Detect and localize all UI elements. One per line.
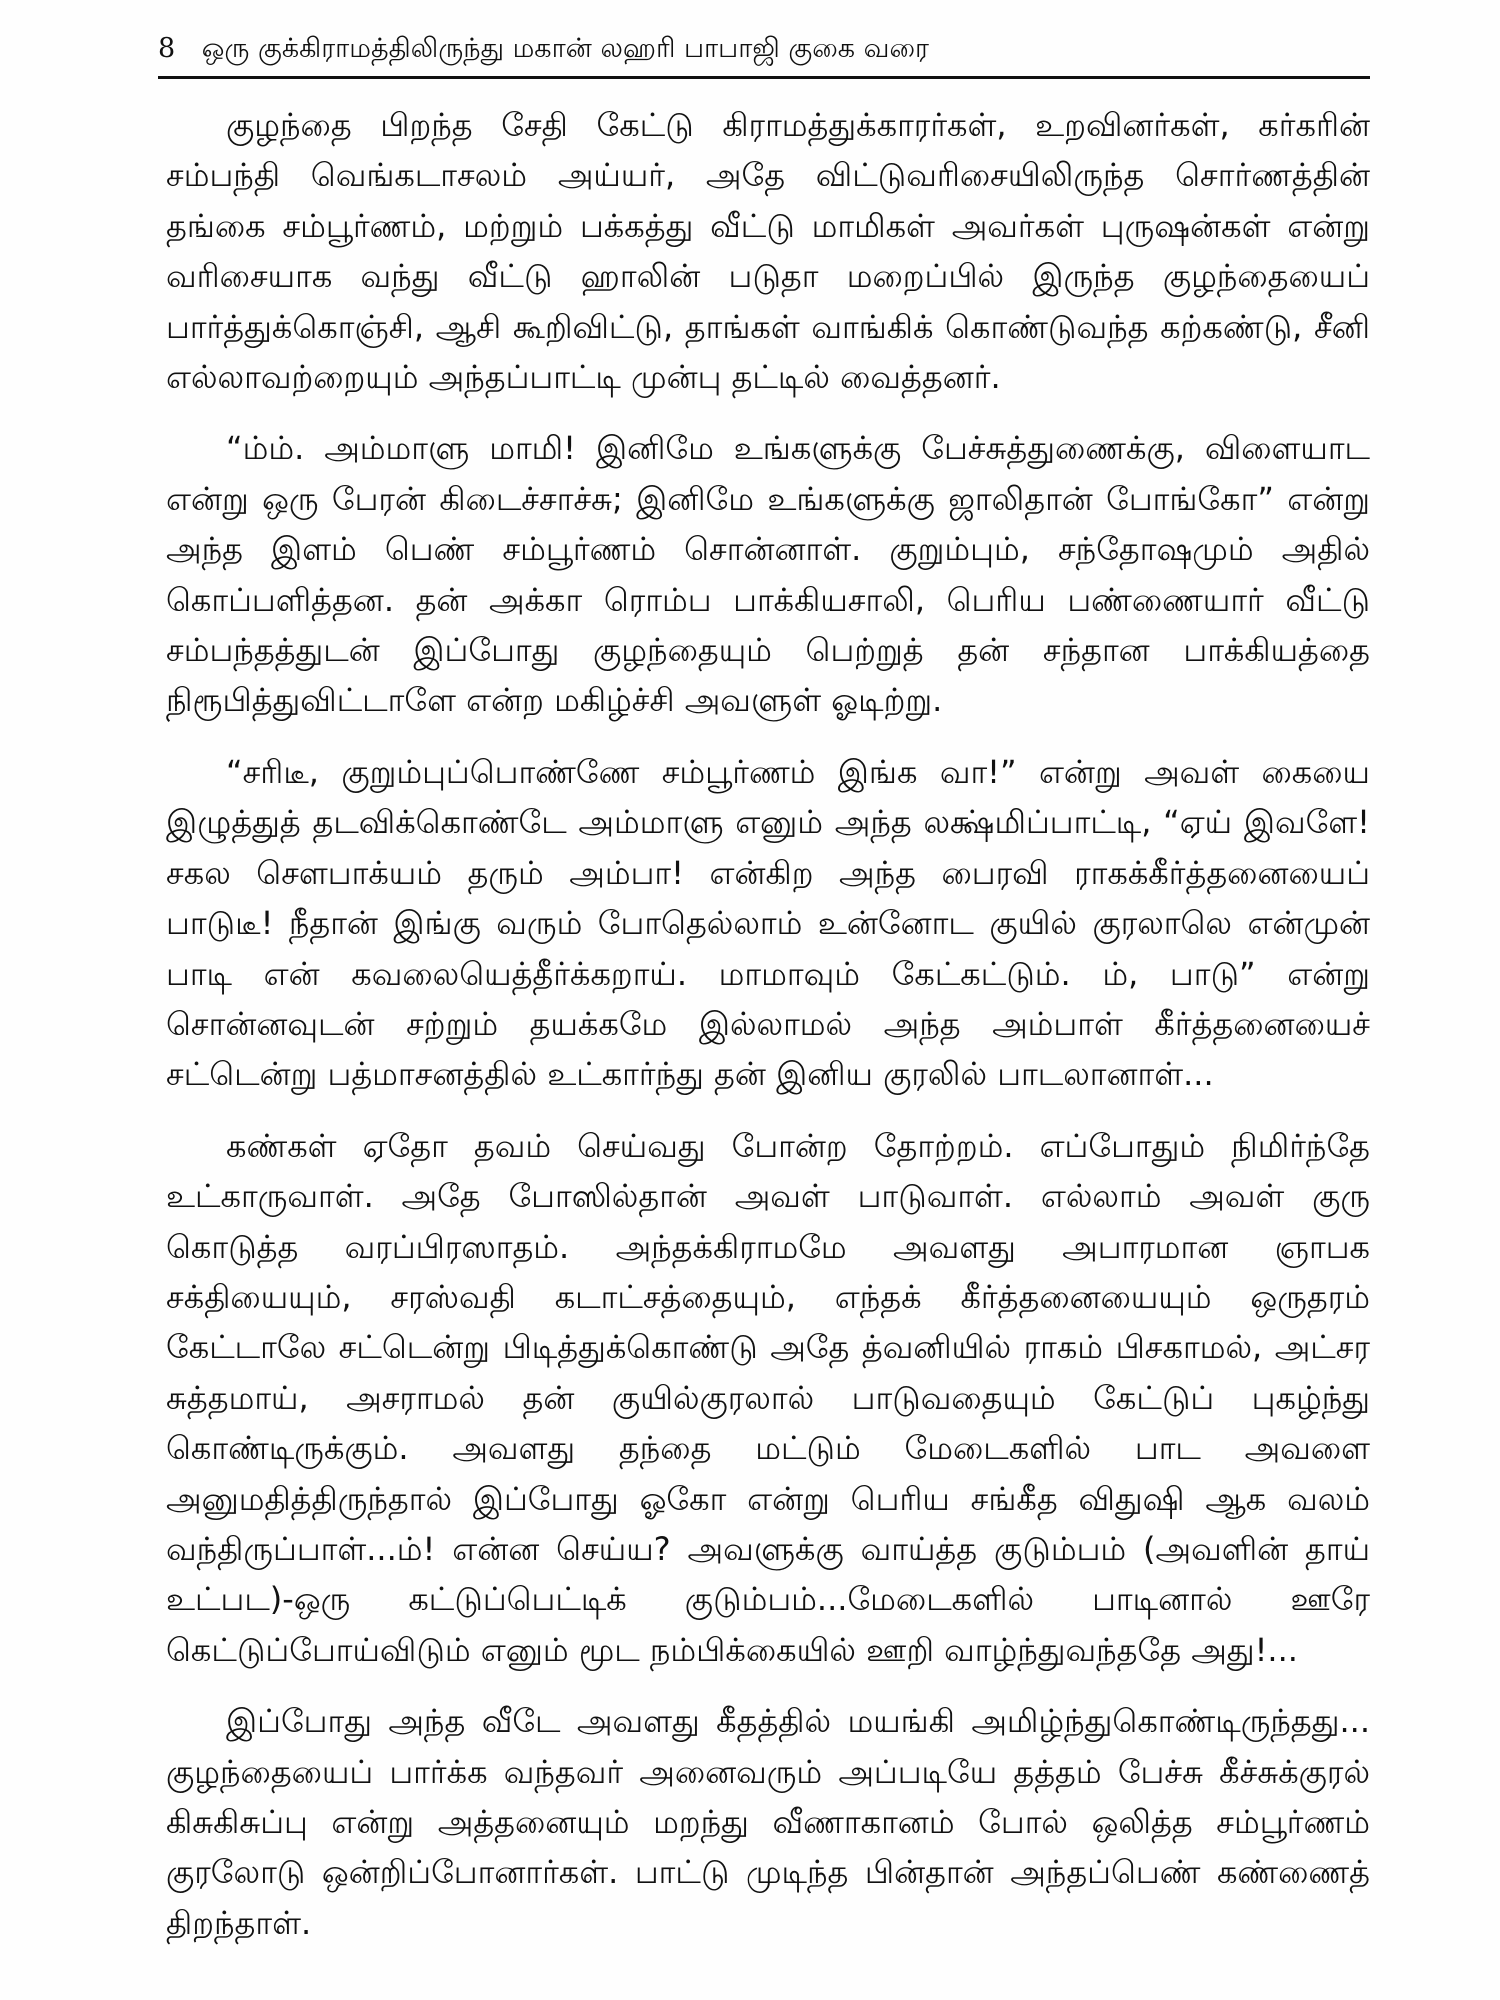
running-title: ஒரு குக்கிராமத்திலிருந்து மகான் லஹரி பாபாஜி குகை வரை bbox=[201, 33, 929, 64]
running-header bbox=[158, 22, 1368, 76]
paragraph-3: “சரிடீ, குறும்புப்பொண்ணே சம்பூர்ணம் இங்க வா!” என்று அவள் கையை இழுத்துத் தடவிக்கொண்டே அம்மாளு எனும் அந்த லக்ஷ்மிப்பாட்டி, “ஏய் இவளே! சகல சௌபாக்யம் தரும் அம்பா! என்கிற அந்த பைரவி ராகக்கீர்த்தனையைப் பாடுடீ! நீதான் இங்கு வரும் போதெல்லாம் உன்னோட குயில் குரலாலெ என்முன் பாடி என் கவலையெத்தீர்க்கறாய். மாமாவும் கேட்கட்டும். ம், பாடு” என்று சொன்னவுடன் சற்றும் தயக்கமே இல்லாமல் அந்த அம்பாள் கீர்த்தனையைச் சட்டென்று பத்மாசனத்தில் உட்கார்ந்து தன் இனிய குரலில் பாடலானாள்... bbox=[166, 752, 1370, 1094]
paragraph-4: கண்கள் ஏதோ தவம் செய்வது போன்ற தோற்றம். எப்போதும் நிமிர்ந்தே உட்காருவாள். அதே போஸில்தான் அவள் பாடுவாள். எல்லாம் அவள் குரு கொடுத்த வரப்பிரஸாதம். அந்தக்கிராமமே அவளது அபாரமான ஞாபக சக்தியையும், சரஸ்வதி கடாட்சத்தையும், எந்தக் கீர்த்தனையையும் ஒருதரம் கேட்டாலே சட்டென்று பிடித்துக்கொண்டு அதே த்வனியில் ராகம் பிசகாமல், அட்சர சுத்தமாய், அசராமல் தன் குயில்குரலால் பாடுவதையும் கேட்டுப் புகழ்ந்து கொண்டிருக்கும். அவளது தந்தை மட்டும் மேடைகளில் பாட அவளை அனுமதித்திருந்தால் இப்போது ஓகோ என்று பெரிய சங்கீத விதுஷி ஆக வலம் வந்திருப்பாள்...ம்! என்ன செய்ய? அவளுக்கு வாய்த்த குடும்பம் (அவளின் தாய் உட்பட)-ஒரு கட்டுப்பெட்டிக் குடும்பம்...மேடைகளில் பாடினால் ஊரே கெட்டுப்போய்விடும் எனும் மூட நம்பிக்கையில் ஊறி வாழ்ந்துவந்ததே அது!... bbox=[166, 1126, 1370, 1669]
paragraph-1: குழந்தை பிறந்த சேதி கேட்டு கிராமத்துக்காரர்கள், உறவினர்கள், கர்கரின் சம்பந்தி வெங்கடாசலம் அய்யர், அதே விட்டுவரிசையிலிருந்த சொர்ணத்தின் தங்கை சம்பூர்ணம், மற்றும் பக்கத்து வீட்டு மாமிகள் அவர்கள் புருஷன்கள் என்று வரிசையாக வந்து வீட்டு ஹாலின் படுதா மறைப்பில் இருந்த குழந்தையைப் பார்த்துக்கொஞ்சி, ஆசி கூறிவிட்டு, தாங்கள் வாங்கிக் கொண்டுவந்த கற்கண்டு, சீனி எல்லாவற்றையும் அந்தப்பாட்டி முன்பு தட்டில் வைத்தனர். bbox=[166, 106, 1371, 397]
paragraph-5: இப்போது அந்த வீடே அவளது கீதத்தில் மயங்கி அமிழ்ந்துகொண்டிருந்தது... குழந்தையைப் பார்க்க வந்தவர் அனைவரும் அப்படியே தத்தம் பேச்சு கீச்சுக்குரல் கிசுகிசுப்பு என்று அத்தனையும் மறந்து வீணாகானம் போல் ஒலித்த சம்பூர்ணம் குரலோடு ஒன்றிப்போனார்கள். பாட்டு முடிந்த பின்தான் அந்தப்பெண் கண்ணைத் திறந்தாள். bbox=[166, 1702, 1371, 1942]
page-number: 8 bbox=[158, 33, 176, 64]
header-rule bbox=[158, 76, 1370, 79]
body-text bbox=[166, 100, 1370, 1948]
paragraph-2: “ம்ம். அம்மாளு மாமி! இனிமே உங்களுக்கு பேச்சுத்துணைக்கு, விளையாட என்று ஒரு பேரன் கிடைச்சாச்சு; இனிமே உங்களுக்கு ஜாலிதான் போங்கோ” என்று அந்த இளம் பெண் சம்பூர்ணம் சொன்னாள். குறும்பும், சந்தோஷமும் அதில் கொப்பளித்தன. தன் அக்கா ரொம்ப பாக்கியசாலி, பெரிய பண்ணையார் வீட்டு சம்பந்தத்துடன் இப்போது குழந்தையும் பெற்றுத் தன் சந்தான பாக்கியத்தை நிரூபித்துவிட்டாளே என்ற மகிழ்ச்சி அவளுள் ஓடிற்று. bbox=[166, 429, 1370, 720]
